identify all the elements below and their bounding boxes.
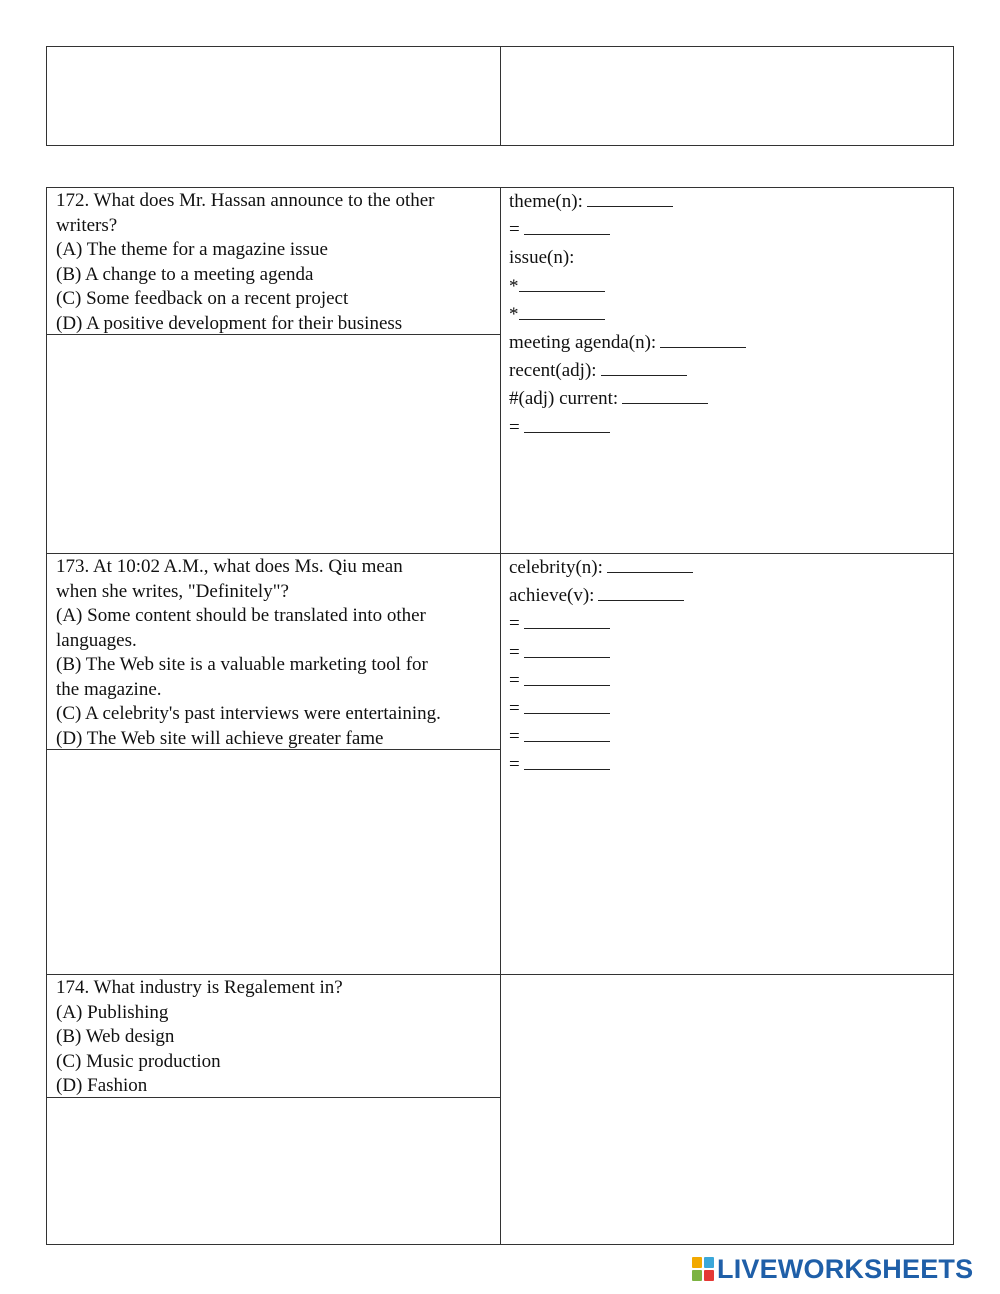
answer-option-a-cont: languages. bbox=[56, 629, 137, 651]
blank-field[interactable] bbox=[524, 668, 610, 686]
answer-area-173[interactable] bbox=[47, 750, 499, 973]
logo-blocks-icon bbox=[692, 1257, 714, 1281]
vocab-row bbox=[509, 274, 746, 302]
question-172 bbox=[56, 189, 435, 336]
blank-field[interactable] bbox=[519, 274, 605, 292]
logo-text: LIVEWORKSHEETS bbox=[717, 1253, 974, 1284]
vocab-row bbox=[509, 555, 693, 583]
vocab-row bbox=[509, 330, 746, 358]
vocab-label: theme(n): bbox=[509, 191, 583, 212]
logo-block bbox=[692, 1270, 702, 1281]
question-line: writers? bbox=[56, 214, 118, 236]
answer-option-a: (A) Some content should be translated into other bbox=[56, 605, 426, 626]
logo-block bbox=[692, 1257, 702, 1268]
row-separator bbox=[46, 553, 954, 554]
blank-field[interactable] bbox=[524, 752, 610, 770]
vocab-label: meeting agenda(n): bbox=[509, 331, 657, 353]
vocab-label: achieve(v): bbox=[509, 585, 595, 607]
answer-option-d: (D) A positive development for their business bbox=[56, 312, 403, 334]
question-line: when she writes, "Definitely"? bbox=[56, 580, 289, 602]
blank-field[interactable] bbox=[622, 386, 708, 404]
vocab-label: = bbox=[509, 726, 520, 748]
vocab-row bbox=[509, 611, 693, 639]
vocab-row bbox=[509, 415, 746, 443]
answer-option-c: (C) Music production bbox=[56, 1050, 221, 1072]
vocab-row bbox=[509, 724, 693, 752]
vocab-row bbox=[509, 668, 693, 696]
vocab-label: recent(adj): bbox=[509, 360, 597, 382]
blank-field[interactable] bbox=[524, 217, 610, 235]
vocab-row bbox=[509, 189, 746, 217]
vocab-label: #(adj) current: bbox=[509, 388, 619, 410]
answer-option-b-cont: the magazine. bbox=[56, 678, 162, 700]
blank-field[interactable] bbox=[524, 724, 610, 742]
vocab-row bbox=[509, 752, 693, 780]
main-table-column-divider bbox=[500, 187, 501, 1245]
vocab-label: = bbox=[509, 754, 520, 776]
blank-field[interactable] bbox=[587, 189, 673, 207]
answer-option-c: (C) Some feedback on a recent project bbox=[56, 288, 349, 309]
answer-option-b: (B) A change to a meeting agenda bbox=[56, 263, 314, 285]
blank-field[interactable] bbox=[524, 640, 610, 658]
vocab-172 bbox=[509, 189, 746, 443]
vocab-row bbox=[509, 358, 746, 386]
blank-field[interactable] bbox=[524, 696, 610, 714]
vocab-row bbox=[509, 386, 746, 414]
vocab-label: = bbox=[509, 641, 520, 663]
question-174 bbox=[56, 976, 343, 1099]
vocab-label: = bbox=[509, 219, 520, 241]
blank-field[interactable] bbox=[660, 330, 746, 348]
logo-block bbox=[704, 1270, 714, 1281]
liveworksheets-logo bbox=[692, 1254, 973, 1284]
answer-option-a: (A) Publishing bbox=[56, 1001, 169, 1023]
vocab-row bbox=[509, 696, 693, 724]
top-table-divider bbox=[500, 46, 501, 146]
answer-option-d: (D) The Web site will achieve greater fame bbox=[56, 727, 384, 749]
vocab-label: = bbox=[509, 669, 520, 691]
blank-field[interactable] bbox=[601, 358, 687, 376]
blank-field[interactable] bbox=[524, 415, 610, 433]
question-line: 174. What industry is Regalement in? bbox=[56, 977, 343, 998]
blank-field[interactable] bbox=[519, 302, 605, 320]
vocab-label: issue(n): bbox=[509, 247, 575, 269]
vocab-row bbox=[509, 302, 746, 330]
row-separator bbox=[46, 974, 954, 975]
vocab-row bbox=[509, 640, 693, 668]
answer-option-d: (D) Fashion bbox=[56, 1075, 148, 1096]
vocab-row bbox=[509, 217, 746, 245]
question-line: 173. At 10:02 A.M., what does Ms. Qiu mean bbox=[56, 556, 403, 577]
vocab-label: celebrity(n): bbox=[509, 557, 603, 578]
vocab-label: = bbox=[509, 697, 520, 719]
answer-option-c: (C) A celebrity's past interviews were entertaining. bbox=[56, 703, 441, 724]
vocab-label: = bbox=[509, 613, 520, 635]
vocab-173 bbox=[509, 555, 693, 781]
vocab-label: * bbox=[509, 275, 519, 297]
vocab-row bbox=[509, 583, 693, 611]
vocab-row bbox=[509, 245, 746, 273]
answer-area-172[interactable] bbox=[47, 335, 499, 552]
answer-area-174[interactable] bbox=[47, 1098, 499, 1244]
answer-option-b: (B) Web design bbox=[56, 1026, 175, 1047]
answer-option-b: (B) The Web site is a valuable marketing tool for bbox=[56, 654, 428, 675]
blank-field[interactable] bbox=[607, 555, 693, 573]
vocab-label: = bbox=[509, 416, 520, 438]
question-line: 172. What does Mr. Hassan announce to the other bbox=[56, 190, 435, 211]
vocab-label: * bbox=[509, 303, 519, 325]
blank-field[interactable] bbox=[598, 583, 684, 601]
answer-option-a: (A) The theme for a magazine issue bbox=[56, 239, 328, 260]
logo-block bbox=[704, 1257, 714, 1268]
question-173 bbox=[56, 555, 441, 751]
blank-field[interactable] bbox=[524, 611, 610, 629]
